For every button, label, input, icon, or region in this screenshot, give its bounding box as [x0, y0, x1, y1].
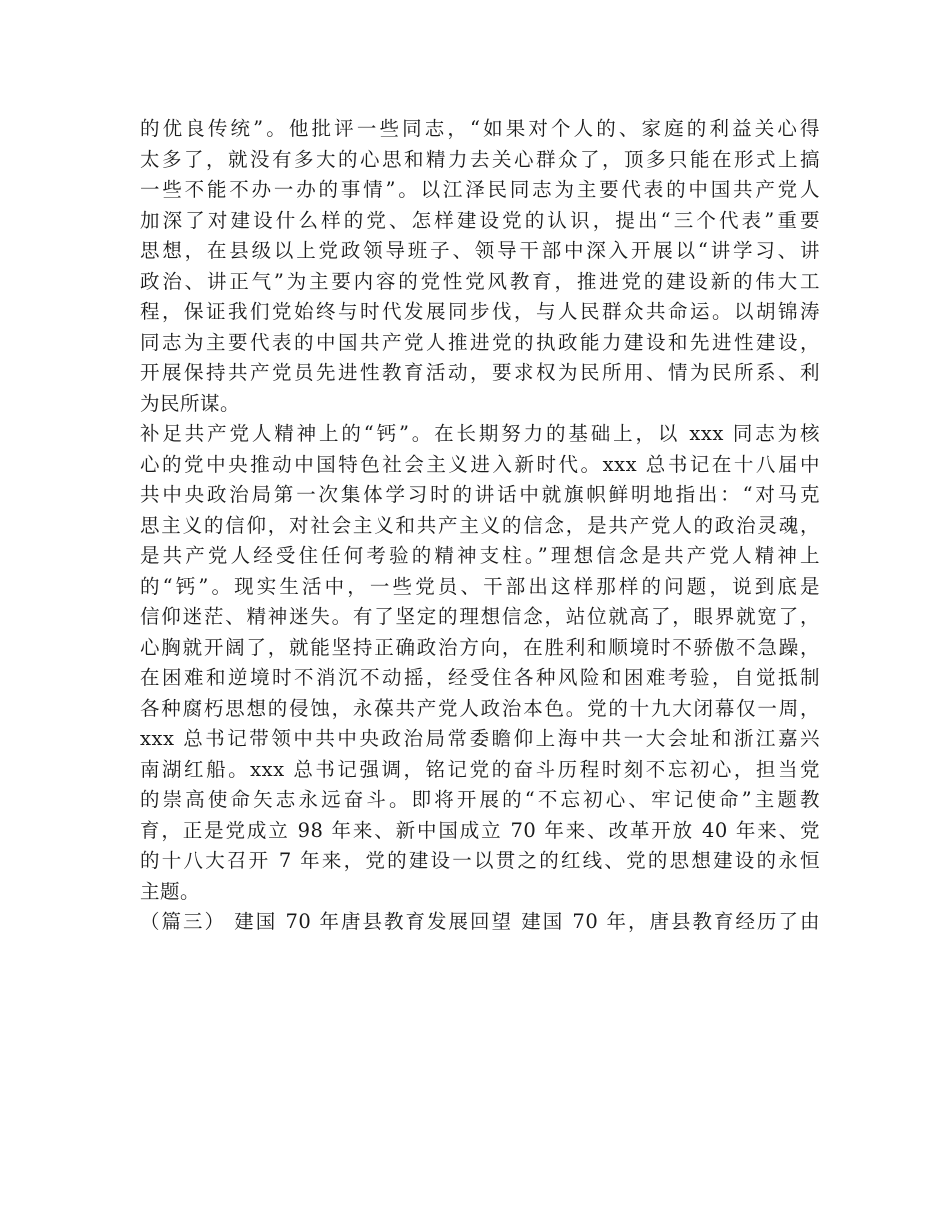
text-line: 心胸就开阔了，就能坚持正确政治方向，在胜利和顺境时不骄傲不急躁， — [140, 635, 820, 659]
text-line: 各种腐朽思想的侵蚀，永葆共产党人政治本色。党的十九大闭幕仅一周， — [140, 696, 820, 720]
text-line: 南湖红船。xxx 总书记强调，铭记党的奋斗历程时刻不忘初心，担当党 — [140, 757, 820, 781]
text-line: 补足共产党人精神上的“钙”。在长期努力的基础上，以 xxx 同志为核 — [140, 422, 820, 445]
text-line: 的十八大召开 7 年来，党的建设一以贯之的红线、党的思想建设的永恒 — [140, 849, 820, 872]
text-line: 开展保持共产党员先进性教育活动，要求权为民所用、情为民所系、利 — [140, 361, 820, 384]
body-text — [140, 114, 820, 938]
text-line: 主题。 — [140, 879, 201, 903]
text-line: 太多了，就没有多大的心思和精力去关心群众了，顶多只能在形式上搞 — [140, 147, 820, 171]
text-line: 育，正是党成立 98 年来、新中国成立 70 年来、改革开放 40 年来、党 — [140, 818, 820, 842]
text-line: 的崇高使命矢志永远奋斗。即将开展的“不忘初心、牢记使命”主题教 — [140, 788, 820, 811]
text-line: 的优良传统”。他批评一些同志，“如果对个人的、家庭的利益关心得 — [140, 117, 820, 140]
text-line: 程，保证我们党始终与时代发展同步伐，与人民群众共命运。以胡锦涛 — [140, 300, 820, 323]
text-line: 的“钙”。现实生活中，一些党员、干部出这样那样的问题，说到底是 — [140, 574, 820, 598]
text-line: 政治、讲正气”为主要内容的党性党风教育，推进党的建设新的伟大工 — [140, 269, 820, 293]
text-line: 同志为主要代表的中国共产党人推进党的执政能力建设和先进性建设， — [140, 330, 820, 354]
section-heading-line: （篇三） 建国 70 年唐县教育发展回望 建国 70 年，唐县教育经历了由 — [140, 910, 820, 933]
text-line: 思想，在县级以上党政领导班子、领导干部中深入开展以“讲学习、讲 — [140, 239, 820, 262]
text-line: 心的党中央推动中国特色社会主义进入新时代。xxx 总书记在十八届中 — [140, 452, 820, 476]
text-line: 共中央政治局第一次集体学习时的讲话中就旗帜鲜明地指出：“对马克 — [140, 483, 820, 506]
text-line: 是共产党人经受住任何考验的精神支柱。”理想信念是共产党人精神上 — [140, 544, 820, 567]
text-line: 信仰迷茫、精神迷失。有了坚定的理想信念，站位就高了，眼界就宽了， — [140, 605, 820, 628]
text-line: 为民所谋。 — [140, 391, 241, 415]
text-line: 思主义的信仰，对社会主义和共产主义的信念，是共产党人的政治灵魂， — [140, 513, 820, 537]
text-line: 一些不能不办一办的事情”。以江泽民同志为主要代表的中国共产党人 — [140, 178, 820, 201]
text-line: xxx 总书记带领中共中央政治局常委瞻仰上海中共一大会址和浙江嘉兴 — [140, 727, 820, 750]
text-line: 在困难和逆境时不消沉不动摇，经受住各种风险和困难考验，自觉抵制 — [140, 666, 820, 689]
text-line: 加深了对建设什么样的党、怎样建设党的认识，提出“三个代表”重要 — [140, 208, 820, 232]
